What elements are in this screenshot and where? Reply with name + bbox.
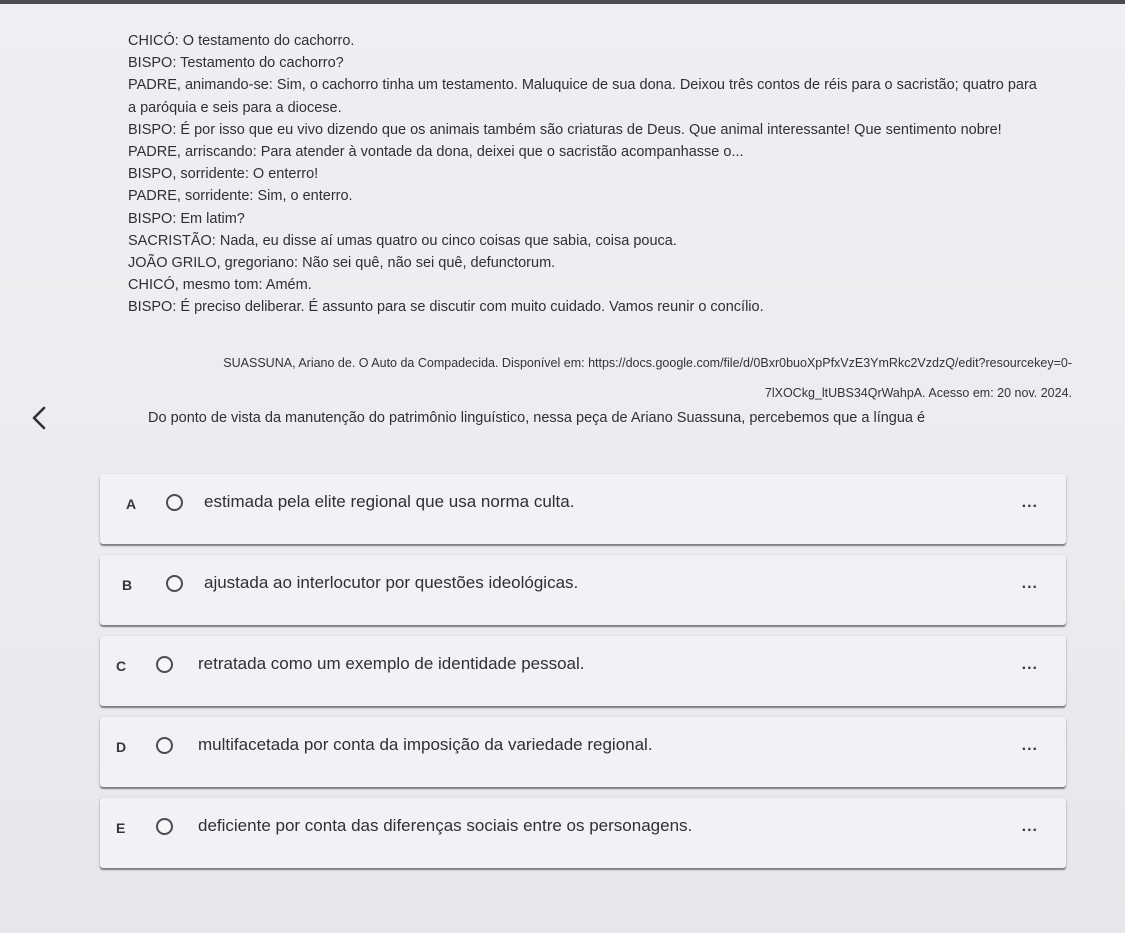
dialogue-line: BISPO: Testamento do cachorro? bbox=[128, 55, 344, 72]
radio-empty-icon[interactable] bbox=[156, 818, 173, 835]
question-page bbox=[0, 4, 1125, 933]
radio-empty-icon[interactable] bbox=[166, 494, 183, 511]
option-letter: E bbox=[116, 820, 126, 836]
dialogue-line: BISPO: É por isso que eu vivo dizendo que os animais também são criaturas de Deus. Que animal interessante! Que sentimento nobre! bbox=[128, 121, 1002, 138]
more-horizontal-icon[interactable]: ... bbox=[1021, 818, 1038, 835]
dialogue-line: PADRE, animando-se: Sim, o cachorro tinha um testamento. Maluquice de sua dona. Deixou três contos de réis para o sacristão; quatro para bbox=[128, 77, 1037, 94]
option-letter: A bbox=[126, 496, 137, 512]
dialogue-line: BISPO: É preciso deliberar. É assunto para se discutir com muito cuidado. Vamos reunir o concílio. bbox=[128, 299, 764, 316]
answer-options bbox=[100, 474, 1066, 879]
option-d[interactable] bbox=[100, 717, 1066, 787]
dialogue-line: BISPO, sorridente: O enterro! bbox=[128, 166, 319, 183]
option-letter: D bbox=[116, 739, 127, 755]
option-letter: B bbox=[122, 577, 133, 593]
option-letter: C bbox=[116, 658, 127, 674]
option-text: multifacetada por conta da imposição da variedade regional. bbox=[198, 735, 653, 754]
option-text: deficiente por conta das diferenças sociais entre os personagens. bbox=[198, 816, 693, 835]
citation-line: 7lXOCkg_ltUBS34QrWahpA. Acesso em: 20 nov. 2024. bbox=[764, 386, 1072, 400]
question-prompt: Do ponto de vista da manutenção do patrimônio linguístico, nessa peça de Ariano Suassuna, percebemos que a língua é bbox=[148, 410, 926, 426]
option-text: estimada pela elite regional que usa norma culta. bbox=[204, 492, 575, 511]
radio-empty-icon[interactable] bbox=[166, 575, 183, 592]
more-horizontal-icon[interactable]: ... bbox=[1021, 494, 1038, 511]
source-citation bbox=[150, 348, 1072, 408]
chevron-left-icon bbox=[26, 402, 54, 434]
option-b[interactable] bbox=[100, 555, 1066, 625]
more-horizontal-icon[interactable]: ... bbox=[1021, 737, 1038, 754]
dialogue-line: PADRE, sorridente: Sim, o enterro. bbox=[128, 188, 353, 205]
option-c[interactable] bbox=[100, 636, 1066, 706]
dialogue-line: CHICÓ, mesmo tom: Amém. bbox=[128, 277, 312, 294]
previous-button[interactable] bbox=[26, 402, 54, 434]
dialogue-line: PADRE, arriscando: Para atender à vontade da dona, deixei que o sacristão acompanhasse o... bbox=[128, 144, 744, 161]
option-text: retratada como um exemplo de identidade pessoal. bbox=[198, 654, 585, 673]
option-a[interactable] bbox=[100, 474, 1066, 544]
dialogue-text bbox=[128, 30, 1078, 319]
dialogue-line: CHICÓ: O testamento do cachorro. bbox=[128, 33, 355, 49]
citation-line: SUASSUNA, Ariano de. O Auto da Compadecida. Disponível em: https://docs.google.com/file/d/0Bxr0buoXpPfxVzE3YmRkc2VzdzQ/edit?resourcekey=0- bbox=[223, 356, 1072, 370]
more-horizontal-icon[interactable]: ... bbox=[1021, 656, 1038, 673]
dialogue-line: JOÃO GRILO, gregoriano: Não sei quê, não sei quê, defunctorum. bbox=[128, 255, 556, 272]
dialogue-line: a paróquia e seis para a diocese. bbox=[128, 99, 342, 116]
option-text: ajustada ao interlocutor por questões ideológicas. bbox=[204, 573, 579, 592]
radio-empty-icon[interactable] bbox=[156, 737, 173, 754]
option-e[interactable] bbox=[100, 798, 1066, 868]
dialogue-line: SACRISTÃO: Nada, eu disse aí umas quatro ou cinco coisas que sabia, coisa pouca. bbox=[128, 232, 677, 249]
more-horizontal-icon[interactable]: ... bbox=[1021, 575, 1038, 592]
dialogue-line: BISPO: Em latim? bbox=[128, 210, 245, 227]
radio-empty-icon[interactable] bbox=[156, 656, 173, 673]
